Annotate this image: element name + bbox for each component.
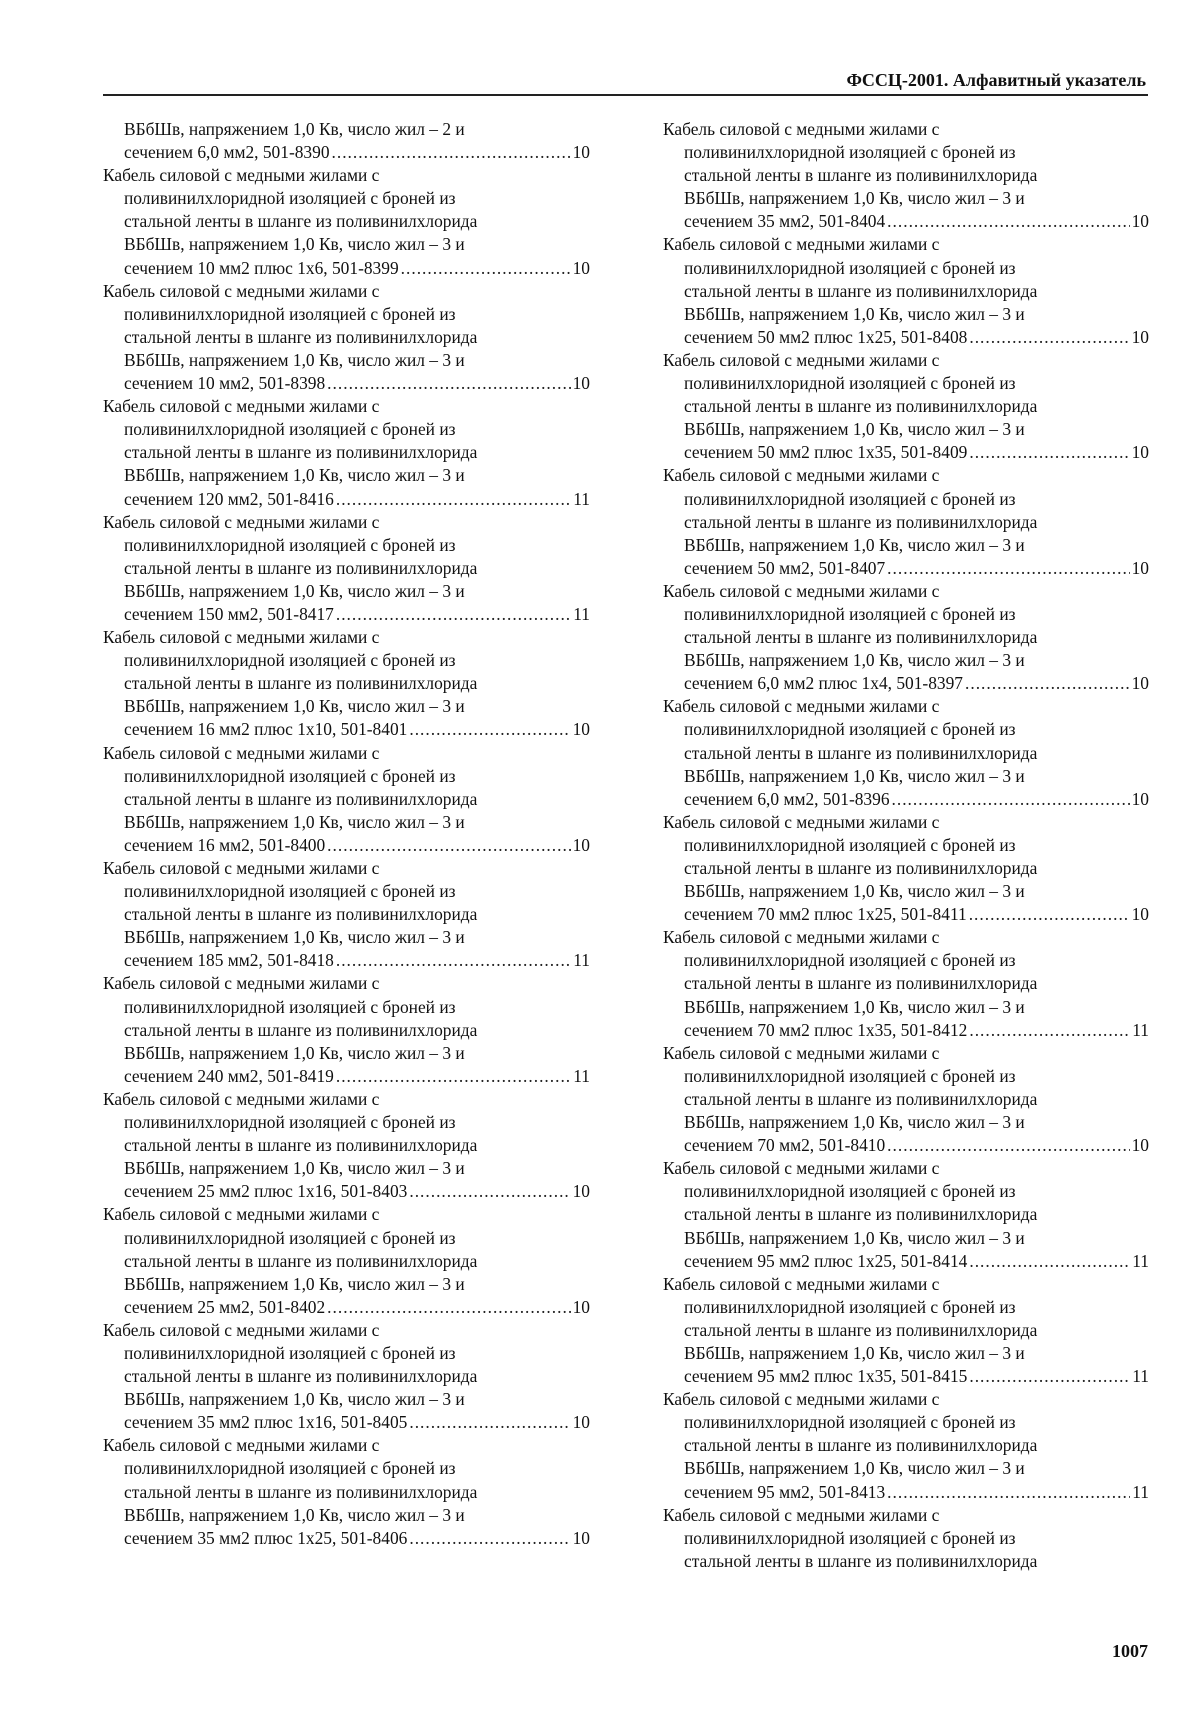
entry-line: поливинилхлоридной изоляцией с броней из [684,603,1016,624]
entry-page-ref: 11 [573,950,590,971]
entry-line: ВБбШв, напряжением 1,0 Кв, число жил – 3 и [124,927,465,948]
entry-page-ref: 10 [1131,673,1149,694]
entry-line: ВБбШв, напряжением 1,0 Кв, число жил – 3 и [124,465,465,486]
entry-page-ref: 10 [572,1412,590,1433]
entry-line: поливинилхлоридной изоляцией с броней из [684,142,1016,163]
entry-last-line [103,949,590,972]
entry-heading: Кабель силовой с медными жилами с [103,973,380,994]
entry-heading: Кабель силовой с медными жилами с [663,1273,940,1294]
dot-leader [327,834,570,857]
index-entry [103,742,590,857]
entry-heading: Кабель силовой с медными жилами с [663,811,940,832]
dot-leader [887,557,1129,580]
entry-line: поливинилхлоридной изоляцией с броней из [684,1181,1016,1202]
entry-last-line [103,718,590,741]
entry-line: ВБбШв, напряжением 1,0 Кв, число жил – 3 и [124,1504,465,1525]
entry-heading: Кабель силовой с медными жилами с [103,1435,380,1456]
entry-line: поливинилхлоридной изоляцией с броней из [684,834,1016,855]
entry-page-ref: 11 [573,488,590,509]
entry-designation: сечением 95 мм2 плюс 1х25, 501-8414 [684,1250,968,1271]
entry-page-ref: 10 [572,1527,590,1548]
entry-line: стальной ленты в шланге из поливинилхлорида [124,557,478,578]
entry-last-line [663,1365,1149,1388]
entry-heading: Кабель силовой с медными жилами с [663,927,940,948]
index-entry [103,1319,590,1434]
entry-last-line [103,488,590,511]
entry-last-line [103,1296,590,1319]
index-entry [103,118,590,164]
entry-designation: сечением 16 мм2, 501-8400 [124,834,326,855]
entry-last-line [103,141,590,164]
page-header [103,64,1148,96]
index-entry [663,1157,1149,1272]
dot-leader [336,603,571,626]
entry-heading: Кабель силовой с медными жилами с [103,280,380,301]
entry-heading: Кабель силовой с медными жилами с [103,396,380,417]
entry-last-line [663,557,1149,580]
entry-page-ref: 10 [1131,442,1149,463]
index-entry [663,580,1149,695]
entry-last-line [103,372,590,395]
left-column [103,118,590,1550]
entry-designation: сечением 25 мм2, 501-8402 [124,1296,326,1317]
entry-last-line [663,441,1149,464]
entry-designation: сечением 120 мм2, 501-8416 [124,488,334,509]
entry-line: стальной ленты в шланге из поливинилхлорида [124,788,478,809]
entry-line: поливинилхлоридной изоляцией с броней из [684,1065,1016,1086]
dot-leader [969,441,1129,464]
entry-line: ВБбШв, напряжением 1,0 Кв, число жил – 3 и [684,1112,1025,1133]
entry-page-ref: 10 [572,1181,590,1202]
dot-leader [336,488,571,511]
entry-line: поливинилхлоридной изоляцией с броней из [684,488,1016,509]
entry-heading: Кабель силовой с медными жилами с [663,1158,940,1179]
entry-heading: Кабель силовой с медными жилами с [103,1319,380,1340]
dot-leader [965,672,1130,695]
entry-line: поливинилхлоридной изоляцией с броней из [124,1227,456,1248]
entry-designation: сечением 70 мм2 плюс 1х25, 501-8411 [684,904,967,925]
entry-page-ref: 10 [1131,326,1149,347]
entry-page-ref: 10 [1131,1135,1149,1156]
entry-designation: сечением 6,0 мм2 плюс 1х4, 501-8397 [684,673,963,694]
entry-page-ref: 10 [1131,211,1149,232]
entry-last-line [663,1481,1149,1504]
entry-line: поливинилхлоридной изоляцией с броней из [124,1112,456,1133]
dot-leader [887,210,1129,233]
entry-designation: сечением 95 мм2 плюс 1х35, 501-8415 [684,1366,968,1387]
entry-last-line [103,1065,590,1088]
entry-page-ref: 11 [1132,1366,1149,1387]
entry-page-ref: 10 [1131,904,1149,925]
entry-line: стальной ленты в шланге из поливинилхлорида [684,858,1038,878]
entry-heading: Кабель силовой с медными жилами с [663,1504,940,1525]
entry-page-ref: 11 [573,603,590,624]
dot-leader [969,1019,1130,1042]
entry-last-line [663,210,1149,233]
entry-heading: Кабель силовой с медными жилами с [103,1088,380,1109]
dot-leader [969,903,1130,926]
index-entry [103,1203,590,1318]
index-entry [663,464,1149,579]
entry-line: поливинилхлоридной изоляцией с броней из [684,1412,1016,1433]
entry-page-ref: 11 [1132,1019,1149,1040]
entry-line: ВБбШв, напряжением 1,0 Кв, число жил – 3 и [124,234,465,255]
index-entry [103,395,590,510]
entry-heading: Кабель силовой с медными жилами с [103,165,380,186]
entry-line: стальной ленты в шланге из поливинилхлорида [684,165,1038,186]
entry-heading: Кабель силовой с медными жилами с [663,349,940,370]
entry-line: ВБбШв, напряжением 1,0 Кв, число жил – 3 и [684,881,1025,902]
entry-line: поливинилхлоридной изоляцией с броней из [684,373,1016,394]
entry-designation: сечением 70 мм2 плюс 1х35, 501-8412 [684,1019,968,1040]
entry-page-ref: 10 [572,1296,590,1317]
entry-designation: сечением 185 мм2, 501-8418 [124,950,334,971]
entry-line: стальной ленты в шланге из поливинилхлорида [124,1019,478,1040]
entry-line: ВБбШв, напряжением 1,0 Кв, число жил – 3 и [124,696,465,717]
index-entry [663,1042,1149,1157]
right-column [663,118,1149,1573]
dot-leader [969,1250,1130,1273]
entry-line: поливинилхлоридной изоляцией с броней из [124,419,456,440]
dot-leader [327,1296,570,1319]
entry-line: стальной ленты в шланге из поливинилхлорида [684,742,1038,763]
entry-designation: сечением 50 мм2 плюс 1х25, 501-8408 [684,326,968,347]
entry-line: стальной ленты в шланге из поливинилхлорида [684,1550,1038,1571]
entry-line: поливинилхлоридной изоляцией с броней из [124,650,456,671]
entry-designation: сечением 240 мм2, 501-8419 [124,1065,334,1086]
entry-line: ВБбШв, напряжением 1,0 Кв, число жил – 3 и [124,1158,465,1179]
entry-designation: сечением 35 мм2 плюс 1х25, 501-8406 [124,1527,408,1548]
dot-leader [327,372,570,395]
entry-line: стальной ленты в шланге из поливинилхлорида [124,1366,478,1387]
entry-line: стальной ленты в шланге из поливинилхлорида [684,280,1038,301]
entry-designation: сечением 95 мм2, 501-8413 [684,1481,886,1502]
entry-line: ВБбШв, напряжением 1,0 Кв, число жил – 3 и [124,1042,465,1063]
entry-line: поливинилхлоридной изоляцией с броней из [124,534,456,555]
entry-line: ВБбШв, напряжением 1,0 Кв, число жил – 3 и [684,1342,1025,1363]
index-entry [663,1273,1149,1388]
entry-last-line [663,326,1149,349]
entry-line: поливинилхлоридной изоляцией с броней из [124,188,456,209]
entry-line: стальной ленты в шланге из поливинилхлорида [124,326,478,347]
entry-heading: Кабель силовой с медными жилами с [663,465,940,486]
entry-designation: сечением 25 мм2 плюс 1х16, 501-8403 [124,1181,408,1202]
index-entry [103,280,590,395]
entry-last-line [103,603,590,626]
entry-heading: Кабель силовой с медными жилами с [663,234,940,255]
entry-page-ref: 10 [572,834,590,855]
entry-heading: Кабель силовой с медными жилами с [663,119,940,139]
entry-page-ref: 10 [1131,557,1149,578]
entry-line: стальной ленты в шланге из поливинилхлорида [684,1435,1038,1456]
index-entry [103,511,590,626]
entry-line: ВБбШв, напряжением 1,0 Кв, число жил – 3 и [684,650,1025,671]
entry-page-ref: 10 [572,257,590,278]
entry-page-ref: 11 [1132,1250,1149,1271]
entry-line: стальной ленты в шланге из поливинилхлорида [124,442,478,463]
entry-designation: сечением 16 мм2 плюс 1х10, 501-8401 [124,719,408,740]
entry-line: ВБбШв, напряжением 1,0 Кв, число жил – 3 и [124,811,465,832]
entry-line: стальной ленты в шланге из поливинилхлорида [684,1319,1038,1340]
entry-designation: сечением 35 мм2 плюс 1х16, 501-8405 [124,1412,408,1433]
entry-heading: Кабель силовой с медными жилами с [103,858,380,878]
entry-last-line [103,1527,590,1550]
entry-line: ВБбШв, напряжением 1,0 Кв, число жил – 3 и [684,996,1025,1017]
entry-last-line [663,788,1149,811]
entry-last-line [103,1180,590,1203]
entry-heading: Кабель силовой с медными жилами с [663,696,940,717]
entry-line: стальной ленты в шланге из поливинилхлорида [124,1135,478,1156]
entry-line: поливинилхлоридной изоляцией с броней из [124,1342,456,1363]
dot-leader [969,1365,1130,1388]
entry-last-line [103,257,590,280]
entry-line: стальной ленты в шланге из поливинилхлорида [684,396,1038,417]
entry-last-line [103,1411,590,1434]
index-entry [103,857,590,972]
entry-designation: сечением 70 мм2, 501-8410 [684,1135,886,1156]
entry-designation: сечением 50 мм2 плюс 1х35, 501-8409 [684,442,968,463]
entry-line: ВБбШв, напряжением 1,0 Кв, число жил – 3 и [124,580,465,601]
entry-last-line [663,1019,1149,1042]
entry-designation: сечением 50 мм2, 501-8407 [684,557,886,578]
entry-line: стальной ленты в шланге из поливинилхлорида [124,1250,478,1271]
index-entry [663,695,1149,810]
entry-heading: Кабель силовой с медными жилами с [103,1204,380,1225]
entry-designation: сечением 150 мм2, 501-8417 [124,603,334,624]
index-entry [663,811,1149,926]
entry-line: поливинилхлоридной изоляцией с броней из [684,1527,1016,1548]
entry-line: стальной ленты в шланге из поливинилхлорида [124,904,478,925]
entry-line: стальной ленты в шланге из поливинилхлорида [684,973,1038,994]
entry-page-ref: 11 [573,1065,590,1086]
index-entry [103,626,590,741]
entry-line: поливинилхлоридной изоляцией с броней из [684,257,1016,278]
entry-line: стальной ленты в шланге из поливинилхлорида [684,627,1038,648]
entry-last-line [663,1134,1149,1157]
entry-designation: сечением 6,0 мм2, 501-8396 [684,788,890,809]
index-entry [103,164,590,279]
entry-line: поливинилхлоридной изоляцией с броней из [684,719,1016,740]
entry-line: ВБбШв, напряжением 1,0 Кв, число жил – 3 и [684,765,1025,786]
dot-leader [336,1065,571,1088]
entry-line: стальной ленты в шланге из поливинилхлорида [124,211,478,232]
entry-heading: Кабель силовой с медными жилами с [103,511,380,532]
entry-last-line [663,903,1149,926]
entry-line: ВБбШв, напряжением 1,0 Кв, число жил – 3 и [684,1227,1025,1248]
entry-page-ref: 11 [1132,1481,1149,1502]
entry-page-ref: 10 [572,373,590,394]
index-entry [663,926,1149,1041]
entry-designation: сечением 6,0 мм2, 501-8390 [124,142,330,163]
dot-leader [892,788,1130,811]
entry-designation: сечением 10 мм2 плюс 1х6, 501-8399 [124,257,399,278]
dot-leader [409,1527,570,1550]
entry-line: поливинилхлоридной изоляцией с броней из [684,1296,1016,1317]
entry-heading: Кабель силовой с медными жилами с [103,627,380,648]
entry-last-line [103,834,590,857]
entry-line: ВБбШв, напряжением 1,0 Кв, число жил – 3 и [684,188,1025,209]
dot-leader [332,141,571,164]
entry-last-line [663,672,1149,695]
entry-page-ref: 10 [572,719,590,740]
index-entry [103,1088,590,1203]
header-title: ФССЦ-2001. Алфавитный указатель [846,70,1146,90]
entry-line: поливинилхлоридной изоляцией с броней из [124,996,456,1017]
entry-line: поливинилхлоридной изоляцией с броней из [124,881,456,902]
entry-page-ref: 10 [1131,788,1149,809]
entry-designation: сечением 10 мм2, 501-8398 [124,373,326,394]
entry-designation: сечением 35 мм2, 501-8404 [684,211,886,232]
page-number: 1007 [1112,1641,1148,1661]
entry-heading: Кабель силовой с медными жилами с [663,1042,940,1063]
index-entry [663,1388,1149,1503]
entry-line: стальной ленты в шланге из поливинилхлорида [684,511,1038,532]
index-entry [663,1504,1149,1573]
entry-page-ref: 10 [572,142,590,163]
dot-leader [409,1411,570,1434]
entry-line: поливинилхлоридной изоляцией с броней из [124,1458,456,1479]
dot-leader [969,326,1129,349]
entry-line: ВБбШв, напряжением 1,0 Кв, число жил – 3 и [684,303,1025,324]
entry-line: ВБбШв, напряжением 1,0 Кв, число жил – 3 и [684,419,1025,440]
entry-line: поливинилхлоридной изоляцией с броней из [124,765,456,786]
entry-heading: Кабель силовой с медными жилами с [103,742,380,763]
dot-leader [887,1481,1130,1504]
dot-leader [401,257,571,280]
entry-line: ВБбШв, напряжением 1,0 Кв, число жил – 2 и [124,119,465,139]
entry-heading: Кабель силовой с медными жилами с [663,580,940,601]
index-entry [103,972,590,1087]
entry-line: ВБбШв, напряжением 1,0 Кв, число жил – 3 и [124,1273,465,1294]
entry-heading: Кабель силовой с медными жилами с [663,1389,940,1410]
dot-leader [887,1134,1129,1157]
dot-leader [409,1180,570,1203]
index-entry [663,233,1149,348]
entry-line: стальной ленты в шланге из поливинилхлорида [124,1481,478,1502]
dot-leader [409,718,570,741]
entry-line: стальной ленты в шланге из поливинилхлорида [684,1204,1038,1225]
entry-line: стальной ленты в шланге из поливинилхлорида [124,673,478,694]
index-entry [103,1434,590,1549]
dot-leader [336,949,571,972]
entry-line: ВБбШв, напряжением 1,0 Кв, число жил – 3 и [124,1389,465,1410]
entry-line: ВБбШв, напряжением 1,0 Кв, число жил – 3 и [684,534,1025,555]
entry-line: поливинилхлоридной изоляцией с броней из [124,303,456,324]
entry-line: стальной ленты в шланге из поливинилхлорида [684,1088,1038,1109]
index-entry [663,349,1149,464]
entry-line: ВБбШв, напряжением 1,0 Кв, число жил – 3 и [124,349,465,370]
index-entry [663,118,1149,233]
entry-line: поливинилхлоридной изоляцией с броней из [684,950,1016,971]
entry-line: ВБбШв, напряжением 1,0 Кв, число жил – 3 и [684,1458,1025,1479]
entry-last-line [663,1250,1149,1273]
